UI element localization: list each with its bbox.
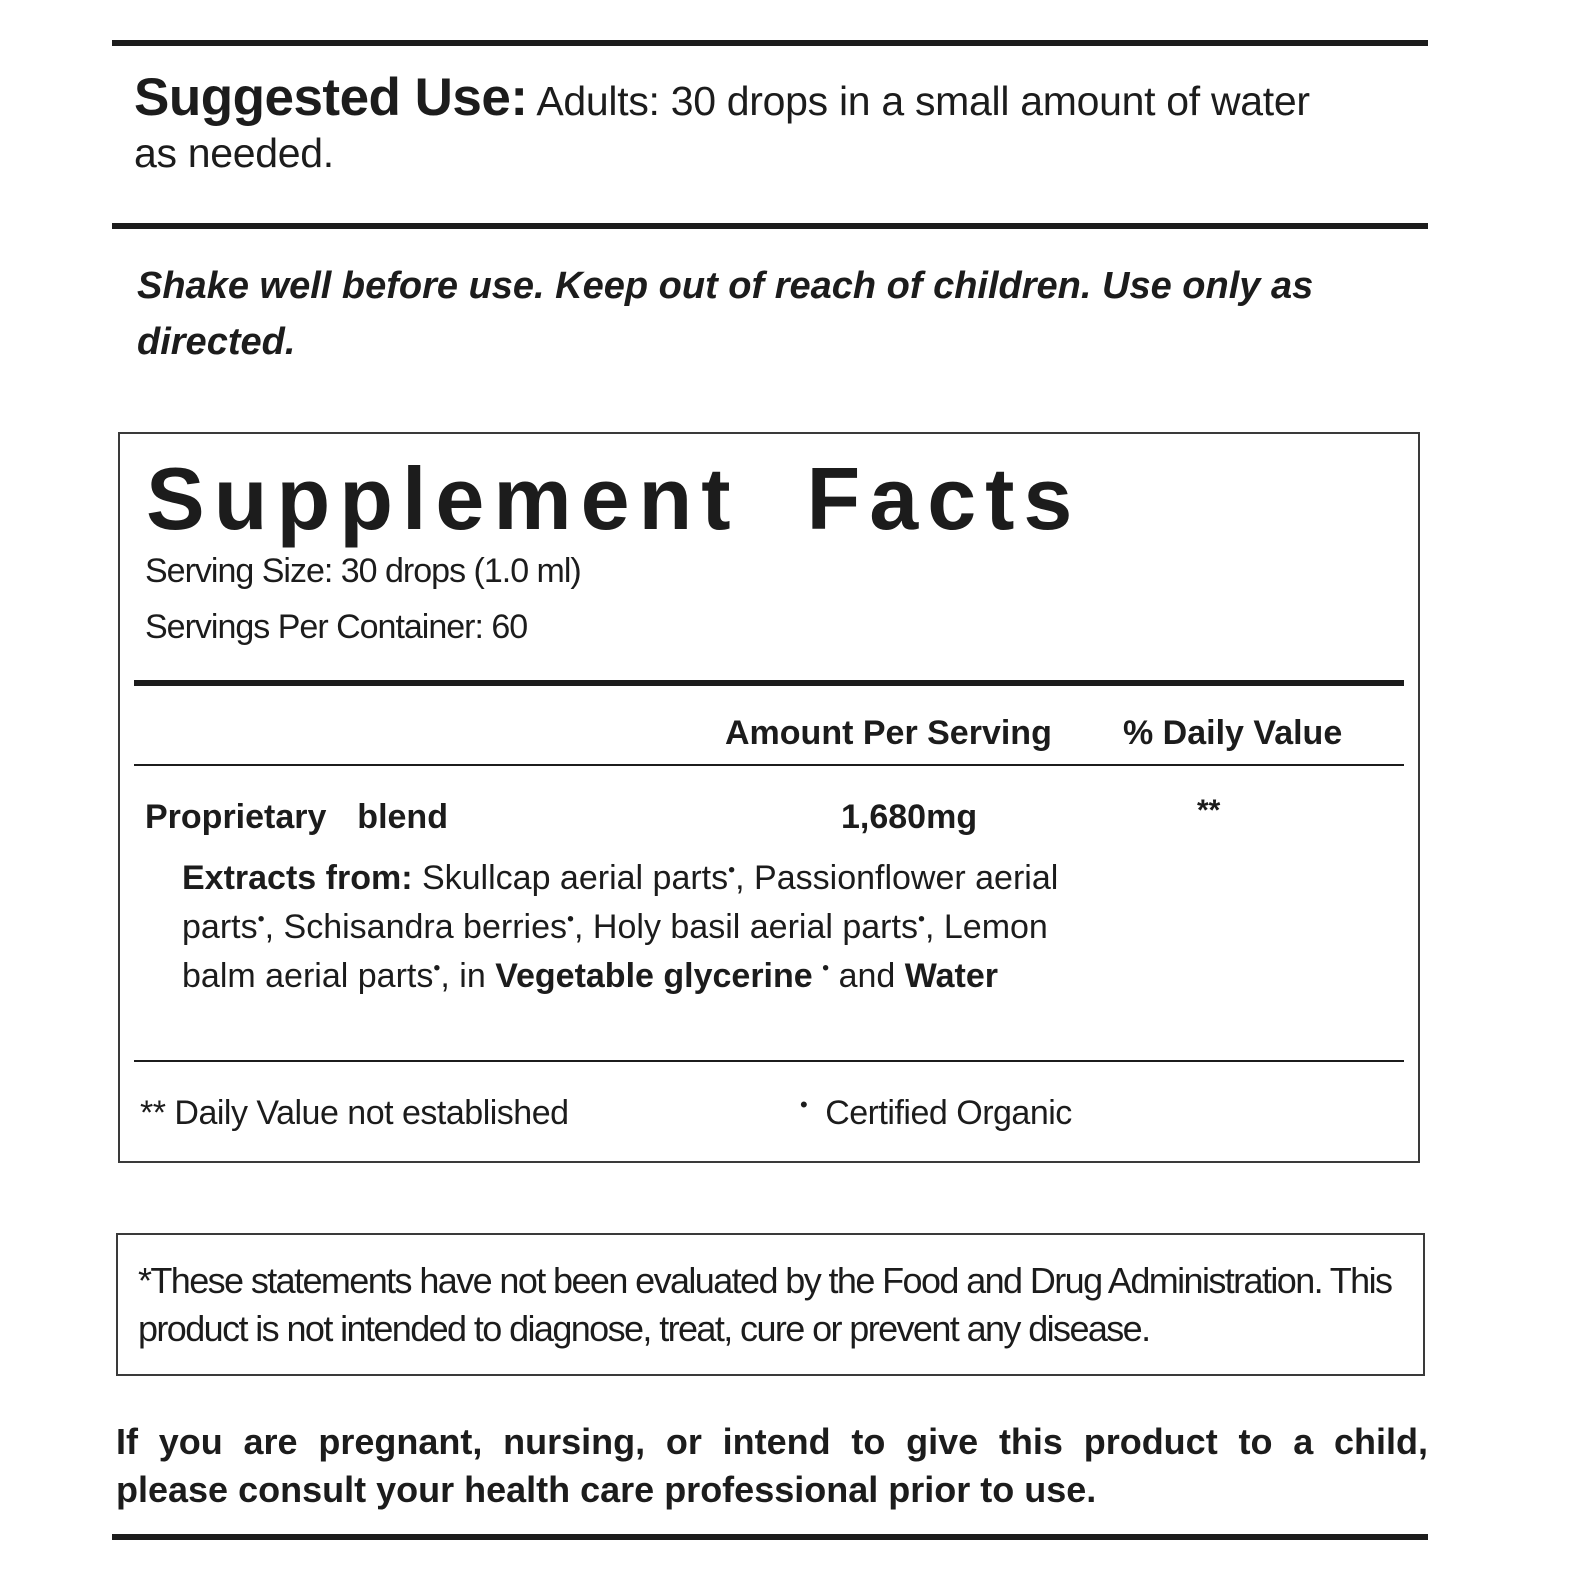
ingredient-holy-basil: Holy basil aerial parts (592, 908, 918, 946)
suggested-use-label: Suggested Use: (134, 68, 528, 127)
blend-amount: 1,680mg (841, 798, 978, 836)
and-word: and (838, 957, 896, 995)
ingredient-skullcap: Skullcap aerial parts (421, 859, 729, 897)
supplement-facts-panel (118, 432, 1420, 1163)
organic-footnote-text: Certified Organic (825, 1094, 1072, 1132)
organic-marker: • (433, 957, 441, 980)
top-divider (112, 40, 1428, 46)
pregnancy-notice-line1: If you are pregnant, nursing, or intend to give this product to a child, (116, 1421, 1428, 1462)
suggested-use-text: Adults: 30 drops in a small amount of water as needed. (134, 78, 1310, 176)
organic-marker: • (917, 908, 925, 931)
organic-marker: • (567, 908, 575, 931)
ingredient-glycerine: Vegetable glycerine (495, 957, 813, 995)
header-divider (134, 764, 1404, 766)
ingredient-schisandra: Schisandra berries (283, 908, 567, 946)
organic-marker: • (822, 957, 830, 980)
usage-warning: Shake well before use. Keep out of reach of children. Use only as directed. (137, 265, 1314, 363)
facts-thick-divider (134, 680, 1404, 686)
daily-value-header: % Daily Value (1123, 714, 1343, 752)
extracts-label: Extracts from: (182, 859, 413, 897)
supplement-facts-title: Supplement Facts (146, 449, 1082, 548)
ingredient-water: Water (904, 957, 998, 995)
organic-marker: • (257, 908, 265, 931)
blend-name: Proprietary blend (145, 798, 448, 836)
ingredient-list: Extracts from: Skullcap aerial parts•, Passionflower aerial parts•, Schisandra berries•, Holy basil aerial parts•, Lemon balm aerial parts•, in Vegetable glycerine • and Water (182, 859, 1059, 995)
bottom-divider (112, 1534, 1428, 1540)
suggested-use (134, 68, 1334, 179)
organic-marker: • (800, 1091, 808, 1117)
fda-disclaimer: *These statements have not been evaluated by the Food and Drug Administration. This product is not intended to diagnose, treat, cure or prevent any disease. (116, 1233, 1425, 1376)
ingredient-passionflower: Passionflower aerial parts (182, 859, 1059, 946)
daily-value-footnote: ** Daily Value not established (140, 1094, 569, 1132)
footnote-divider (134, 1060, 1404, 1062)
pregnancy-notice-line2: please consult your health care professional prior to use. (116, 1469, 1097, 1510)
ingredient-lemon-balm: Lemon balm aerial parts (182, 908, 1048, 995)
amount-per-serving-header: Amount Per Serving (725, 714, 1052, 752)
blend-daily-value: ** (1197, 794, 1221, 827)
middle-divider (112, 223, 1428, 229)
servings-per-container: Servings Per Container: 60 (145, 608, 528, 646)
in-word: in (459, 957, 486, 995)
serving-size: Serving Size: 30 drops (1.0 ml) (145, 552, 581, 590)
pregnancy-notice (116, 1418, 1428, 1514)
organic-marker: • (728, 859, 736, 882)
organic-footnote (800, 1091, 1072, 1133)
